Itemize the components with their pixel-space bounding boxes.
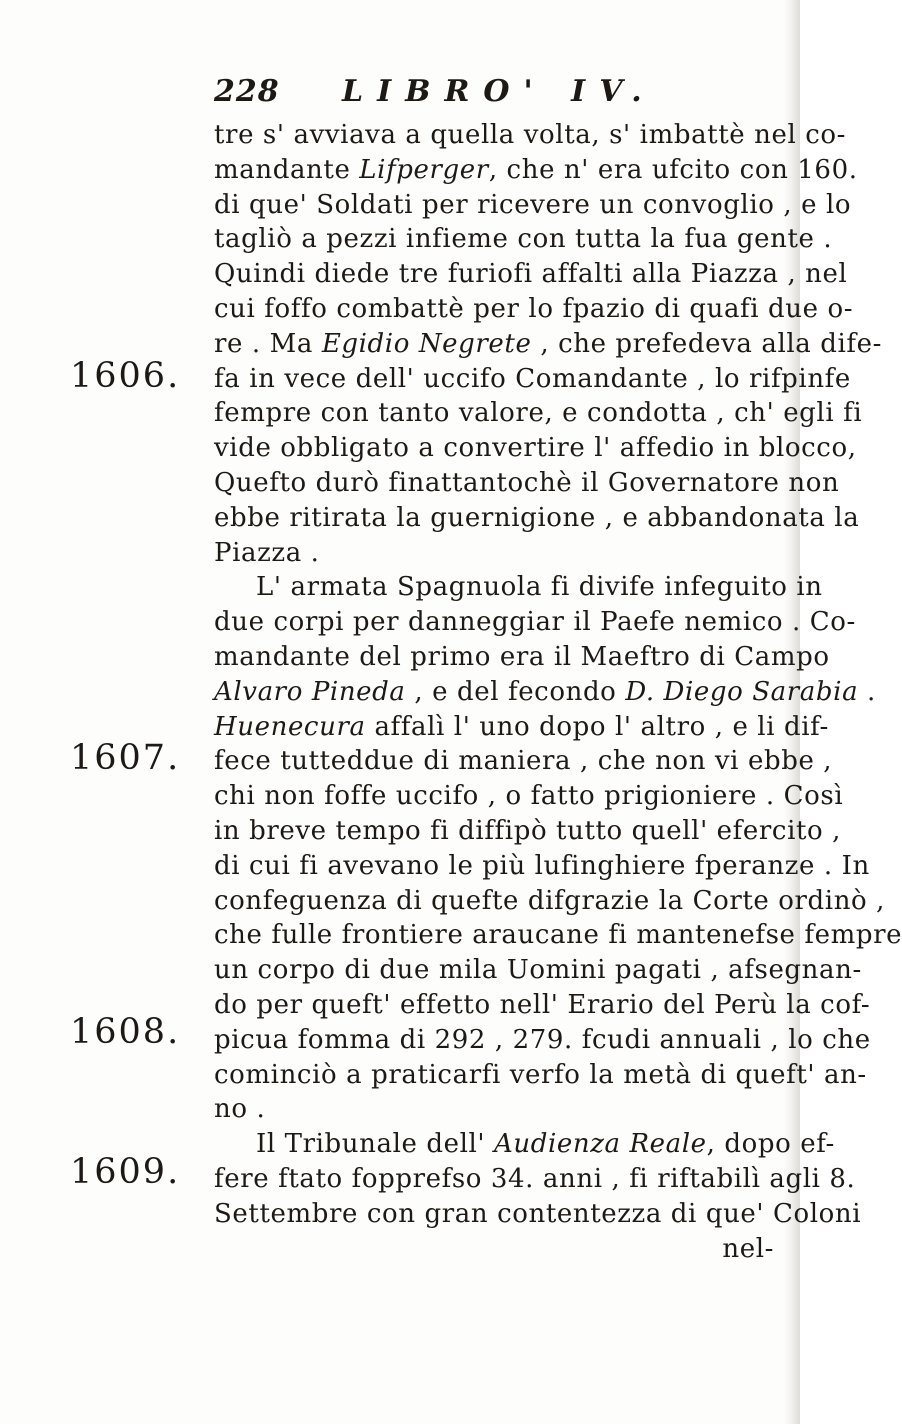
text-line bbox=[214, 396, 863, 431]
text-fragment: fempre con tanto valore, e condotta , ch' egli fi bbox=[214, 398, 863, 429]
text-line bbox=[214, 849, 870, 884]
text-fragment: cui foffo combattè per lo fpazio di quafi due o- bbox=[214, 293, 854, 324]
text-line bbox=[214, 1197, 862, 1232]
text-line bbox=[214, 640, 830, 675]
text-fragment: mandante bbox=[214, 154, 360, 185]
text-fragment: no . bbox=[214, 1094, 266, 1125]
text-line bbox=[214, 362, 851, 397]
text-fragment: do per queft' effetto nell' Erario del Perù la cof- bbox=[214, 989, 871, 1020]
text-fragment: di cui fi avevano le più lufinghiere fperanze . In bbox=[214, 850, 870, 881]
text-fragment: tre s' avviava a quella volta, s' imbattè nel co- bbox=[214, 120, 847, 150]
text-fragment: tagliò a pezzi infieme con tutta la fua gente . bbox=[214, 224, 833, 255]
text-fragment: un corpo di due mila Uomini pagati , afsegnan- bbox=[214, 955, 862, 986]
text-line bbox=[214, 710, 829, 745]
text-line bbox=[214, 605, 856, 640]
text-line bbox=[214, 222, 833, 257]
text-fragment: L' armata Spagnuola fi divife infeguito in bbox=[256, 572, 823, 603]
text-fragment: confeguenza di quefte difgrazie la Corte ordinò , bbox=[214, 885, 886, 916]
text-fragment: fa in vece dell' uccifo Comandante , lo rifpinfe bbox=[214, 363, 851, 394]
text-fragment: cominciò a praticarfi verfo la metà di queft' an- bbox=[214, 1059, 867, 1090]
text-line bbox=[214, 1092, 774, 1127]
text-line bbox=[214, 466, 840, 501]
text-fragment: , e del fecondo bbox=[405, 676, 626, 707]
text-fragment: affalì l' uno dopo l' altro , e li dif- bbox=[365, 711, 829, 742]
text-fragment: ebbe ritirata la guernigione , e abbandonata la bbox=[214, 502, 860, 533]
text-line bbox=[214, 675, 876, 710]
text-fragment: chi non foffe uccifo , o fatto prigioniere . Così bbox=[214, 781, 844, 812]
text-fragment: mandante del primo era il Maeftro di Campo bbox=[214, 641, 830, 672]
italic-text-fragment: Alvaro Pineda bbox=[214, 676, 406, 707]
page-header bbox=[214, 72, 734, 112]
text-line bbox=[214, 953, 862, 988]
text-fragment: che fulle frontiere araucane fi mantenefse fempre bbox=[214, 920, 902, 951]
text-fragment: Quindi diede tre furiofi affalti alla Piazza , nel bbox=[214, 259, 848, 290]
margin-year-1608: 1608. bbox=[70, 1012, 181, 1052]
page-number: 228 bbox=[214, 74, 280, 109]
text-fragment: Il Tribunale dell' bbox=[256, 1129, 495, 1160]
text-fragment: fere ftato fopprefso 34. anni , fi riftabilì agli 8. bbox=[214, 1163, 856, 1194]
italic-text-fragment: Lifperger bbox=[359, 154, 489, 185]
text-line bbox=[214, 779, 844, 814]
text-line bbox=[214, 884, 886, 919]
text-fragment: re . Ma bbox=[214, 328, 322, 359]
running-title: LIBRO' IV. bbox=[342, 74, 656, 109]
text-line bbox=[214, 536, 774, 571]
italic-text-fragment: Huenecura bbox=[214, 711, 366, 742]
text-line bbox=[214, 153, 858, 188]
text-fragment: Piazza . bbox=[214, 537, 320, 568]
margin-year-1609: 1609. bbox=[70, 1152, 181, 1192]
italic-text-fragment: Egidio Negrete bbox=[321, 328, 532, 359]
text-fragment: , che prefedeva alla dife- bbox=[531, 328, 883, 359]
text-line bbox=[214, 118, 847, 153]
text-fragment: , dopo ef- bbox=[706, 1129, 835, 1160]
text-line bbox=[214, 918, 902, 953]
text-fragment: vide obbligato a convertire l' affedio in blocco, bbox=[214, 433, 857, 464]
text-line bbox=[214, 570, 823, 605]
text-line bbox=[214, 292, 854, 327]
text-line bbox=[214, 327, 883, 362]
text-line bbox=[214, 188, 852, 223]
text-line bbox=[214, 744, 833, 779]
text-fragment: Settembre con gran contentezza di que' Coloni bbox=[214, 1198, 862, 1229]
text-fragment: due corpi per danneggiar il Paefe nemico . Co- bbox=[214, 607, 856, 638]
text-fragment: . bbox=[858, 676, 876, 707]
text-line bbox=[214, 1127, 835, 1162]
body-text bbox=[214, 118, 902, 1266]
text-line bbox=[214, 431, 857, 466]
italic-text-fragment: D. Diego Sarabia bbox=[625, 676, 859, 707]
text-line bbox=[214, 257, 848, 292]
margin-year-1606: 1606. bbox=[70, 356, 181, 396]
text-fragment: , che n' era ufcito con 160. bbox=[488, 154, 858, 185]
text-line bbox=[214, 1232, 774, 1267]
text-line bbox=[214, 501, 860, 536]
text-fragment: in breve tempo fi diffipò tutto quell' efercito , bbox=[214, 815, 842, 846]
text-line bbox=[214, 1058, 867, 1093]
text-line bbox=[214, 988, 871, 1023]
text-fragment: nel- bbox=[722, 1233, 774, 1264]
margin-year-1607: 1607. bbox=[70, 738, 181, 778]
text-fragment: di que' Soldati per ricevere un convoglio , e lo bbox=[214, 189, 852, 220]
text-line bbox=[214, 814, 842, 849]
text-line bbox=[214, 1023, 871, 1058]
text-fragment: fece tutteddue di maniera , che non vi ebbe , bbox=[214, 746, 833, 777]
text-fragment: Quefto durò finattantochè il Governatore non bbox=[214, 467, 840, 498]
text-line bbox=[214, 1162, 856, 1197]
text-fragment: picua fomma di 292 , 279. fcudi annuali , lo che bbox=[214, 1024, 871, 1055]
italic-text-fragment: Audienza Reale bbox=[494, 1129, 707, 1160]
